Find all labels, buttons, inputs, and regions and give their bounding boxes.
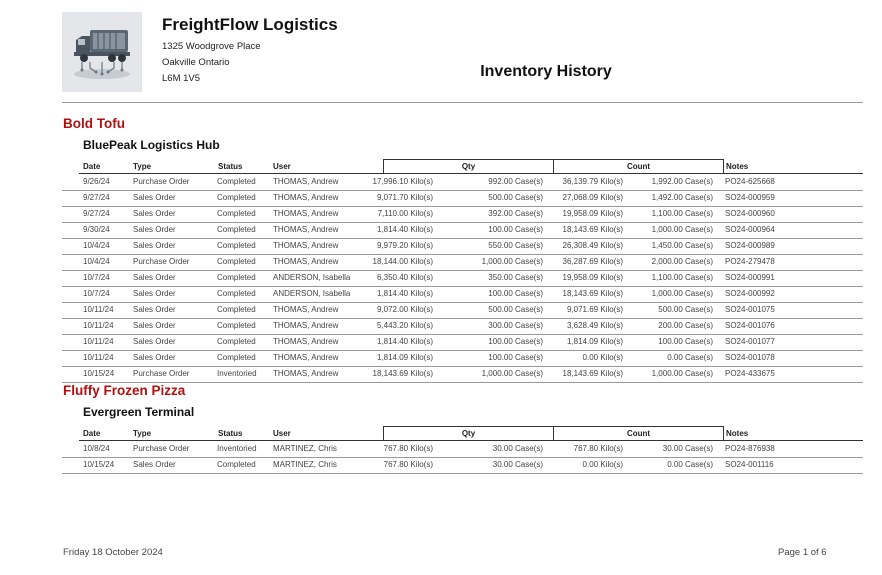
row-status: Completed xyxy=(217,305,256,314)
row-type: Sales Order xyxy=(133,241,176,250)
location-name: BluePeak Logistics Hub xyxy=(83,138,220,152)
row-qty-case: 300.00 Case(s) xyxy=(488,321,543,330)
row-status: Completed xyxy=(217,337,256,346)
row-user: MARTINEZ, Chris xyxy=(273,460,337,469)
row-type: Sales Order xyxy=(133,289,176,298)
column-header-type: Type xyxy=(133,429,152,438)
row-count-case: 1,000.00 Case(s) xyxy=(651,289,713,298)
row-count-case: 30.00 Case(s) xyxy=(662,444,713,453)
row-count-kilo: 0.00 Kilo(s) xyxy=(582,460,623,469)
row-status: Completed xyxy=(217,353,256,362)
row-notes: PO24-876938 xyxy=(725,444,775,453)
row-qty-kilo: 17,996.10 Kilo(s) xyxy=(372,177,433,186)
row-qty-case: 30.00 Case(s) xyxy=(492,444,543,453)
company-address-line3: L6M 1V5 xyxy=(162,73,201,84)
row-qty-case: 100.00 Case(s) xyxy=(488,337,543,346)
row-user: THOMAS, Andrew xyxy=(273,225,339,234)
row-qty-kilo: 9,072.00 Kilo(s) xyxy=(376,305,433,314)
row-user: THOMAS, Andrew xyxy=(273,193,339,202)
row-qty-kilo: 18,143.69 Kilo(s) xyxy=(372,369,433,378)
row-date: 10/11/24 xyxy=(83,353,114,362)
row-type: Purchase Order xyxy=(133,444,190,453)
row-status: Completed xyxy=(217,177,256,186)
truck-logo-icon xyxy=(62,12,142,92)
row-qty-case: 550.00 Case(s) xyxy=(488,241,543,250)
row-date: 10/11/24 xyxy=(83,337,114,346)
table-row xyxy=(62,174,863,191)
row-qty-case: 350.00 Case(s) xyxy=(488,273,543,282)
row-count-kilo: 18,143.69 Kilo(s) xyxy=(562,289,623,298)
row-user: MARTINEZ, Chris xyxy=(273,444,337,453)
column-header-status: Status xyxy=(218,429,243,438)
row-qty-kilo: 6,350.40 Kilo(s) xyxy=(376,273,433,282)
column-header-date: Date xyxy=(83,162,101,171)
location-name: Evergreen Terminal xyxy=(83,405,195,419)
row-notes: PO24-279478 xyxy=(725,257,775,266)
row-qty-case: 392.00 Case(s) xyxy=(488,209,543,218)
column-header-status: Status xyxy=(218,162,243,171)
row-count-case: 1,100.00 Case(s) xyxy=(651,273,713,282)
row-type: Sales Order xyxy=(133,305,176,314)
table-row xyxy=(62,238,863,255)
table-row xyxy=(62,366,863,383)
product-name: Bold Tofu xyxy=(63,116,125,131)
row-date: 10/15/24 xyxy=(83,369,115,378)
table-row xyxy=(62,334,863,351)
row-date: 10/7/24 xyxy=(83,289,110,298)
row-count-case: 0.00 Case(s) xyxy=(667,353,713,362)
row-count-kilo: 1,814.09 Kilo(s) xyxy=(566,337,623,346)
row-status: Completed xyxy=(217,209,256,218)
footer-page-number: Page 1 of 6 xyxy=(778,547,827,558)
row-count-case: 2,000.00 Case(s) xyxy=(651,257,713,266)
row-date: 9/26/24 xyxy=(83,177,110,186)
row-notes: SO24-001116 xyxy=(725,460,774,469)
table-row xyxy=(62,254,863,271)
row-user: THOMAS, Andrew xyxy=(273,241,339,250)
row-status: Completed xyxy=(217,225,256,234)
row-qty-kilo: 18,144.00 Kilo(s) xyxy=(372,257,433,266)
column-header-qty: Qty xyxy=(461,162,476,171)
table-row xyxy=(62,350,863,367)
row-count-kilo: 0.00 Kilo(s) xyxy=(582,353,623,362)
row-user: THOMAS, Andrew xyxy=(273,337,339,346)
row-notes: SO24-000992 xyxy=(725,289,775,298)
column-header-user: User xyxy=(273,162,291,171)
row-status: Inventoried xyxy=(217,444,257,453)
row-qty-kilo: 767.80 Kilo(s) xyxy=(383,444,433,453)
row-date: 9/27/24 xyxy=(83,209,110,218)
row-qty-case: 500.00 Case(s) xyxy=(488,305,543,314)
row-count-kilo: 27,068.09 Kilo(s) xyxy=(562,193,623,202)
column-header-qty: Qty xyxy=(461,429,476,438)
row-date: 10/4/24 xyxy=(83,241,110,250)
row-type: Sales Order xyxy=(133,209,176,218)
row-type: Sales Order xyxy=(133,353,176,362)
row-type: Purchase Order xyxy=(133,257,190,266)
row-notes: SO24-000989 xyxy=(725,241,775,250)
row-user: THOMAS, Andrew xyxy=(273,369,339,378)
row-type: Sales Order xyxy=(133,225,176,234)
row-count-kilo: 19,958.09 Kilo(s) xyxy=(562,273,623,282)
row-qty-kilo: 9,071.70 Kilo(s) xyxy=(376,193,433,202)
row-count-case: 1,000.00 Case(s) xyxy=(651,225,713,234)
row-date: 10/4/24 xyxy=(83,257,110,266)
column-header-count: Count xyxy=(626,162,651,171)
row-notes: SO24-001076 xyxy=(725,321,775,330)
column-header-notes: Notes xyxy=(726,162,749,171)
row-count-kilo: 19,958.09 Kilo(s) xyxy=(562,209,623,218)
row-type: Sales Order xyxy=(133,273,176,282)
row-user: THOMAS, Andrew xyxy=(273,257,339,266)
table-row xyxy=(62,318,863,335)
row-count-case: 0.00 Case(s) xyxy=(667,460,713,469)
row-count-kilo: 26,308.49 Kilo(s) xyxy=(562,241,623,250)
row-qty-case: 500.00 Case(s) xyxy=(488,193,543,202)
row-status: Completed xyxy=(217,289,256,298)
row-date: 10/8/24 xyxy=(83,444,110,453)
row-user: THOMAS, Andrew xyxy=(273,353,339,362)
row-user: THOMAS, Andrew xyxy=(273,305,339,314)
row-notes: PO24-625668 xyxy=(725,177,775,186)
row-user: THOMAS, Andrew xyxy=(273,209,339,218)
table-row xyxy=(62,457,863,474)
row-count-case: 200.00 Case(s) xyxy=(658,321,713,330)
column-header-notes: Notes xyxy=(726,429,749,438)
row-notes: PO24-433675 xyxy=(725,369,775,378)
row-user: THOMAS, Andrew xyxy=(273,321,339,330)
row-notes: SO24-001075 xyxy=(725,305,775,314)
row-qty-kilo: 1,814.40 Kilo(s) xyxy=(376,337,433,346)
row-count-case: 500.00 Case(s) xyxy=(658,305,713,314)
row-qty-case: 30.00 Case(s) xyxy=(492,460,543,469)
row-status: Completed xyxy=(217,241,256,250)
row-status: Completed xyxy=(217,257,256,266)
company-name: FreightFlow Logistics xyxy=(162,15,338,34)
table-row xyxy=(62,190,863,207)
company-address-line2: Oakville Ontario xyxy=(162,57,230,68)
row-type: Sales Order xyxy=(133,460,176,469)
row-notes: SO24-001078 xyxy=(725,353,775,362)
table-row xyxy=(62,286,863,303)
table-row xyxy=(62,302,863,319)
row-status: Completed xyxy=(217,321,256,330)
product-name: Fluffy Frozen Pizza xyxy=(63,383,186,398)
column-header-type: Type xyxy=(133,162,152,171)
row-notes: SO24-000991 xyxy=(725,273,775,282)
row-count-kilo: 18,143.69 Kilo(s) xyxy=(562,225,623,234)
table-row xyxy=(62,222,863,239)
row-notes: SO24-000960 xyxy=(725,209,775,218)
column-header-count: Count xyxy=(626,429,651,438)
row-qty-case: 100.00 Case(s) xyxy=(488,353,543,362)
row-date: 9/27/24 xyxy=(83,193,110,202)
footer-date: Friday 18 October 2024 xyxy=(63,547,163,558)
row-date: 10/7/24 xyxy=(83,273,110,282)
row-qty-kilo: 767.80 Kilo(s) xyxy=(383,460,433,469)
row-qty-kilo: 1,814.40 Kilo(s) xyxy=(376,289,433,298)
row-qty-kilo: 1,814.40 Kilo(s) xyxy=(376,225,433,234)
row-qty-case: 100.00 Case(s) xyxy=(488,289,543,298)
row-count-kilo: 3,628.49 Kilo(s) xyxy=(566,321,623,330)
row-type: Sales Order xyxy=(133,321,176,330)
row-user: ANDERSON, Isabella xyxy=(273,273,351,282)
row-qty-case: 100.00 Case(s) xyxy=(488,225,543,234)
row-qty-kilo: 9,979.20 Kilo(s) xyxy=(376,241,433,250)
row-date: 9/30/24 xyxy=(83,225,110,234)
row-user: THOMAS, Andrew xyxy=(273,177,339,186)
row-count-case: 1,000.00 Case(s) xyxy=(651,369,713,378)
row-user: ANDERSON, Isabella xyxy=(273,289,351,298)
table-row xyxy=(62,206,863,223)
row-type: Sales Order xyxy=(133,193,176,202)
row-count-case: 1,100.00 Case(s) xyxy=(651,209,713,218)
row-status: Inventoried xyxy=(217,369,257,378)
row-count-kilo: 18,143.69 Kilo(s) xyxy=(562,369,623,378)
report-title: Inventory History xyxy=(480,63,612,80)
row-qty-case: 1,000.00 Case(s) xyxy=(481,369,543,378)
header-divider xyxy=(62,102,863,103)
row-notes: SO24-000959 xyxy=(725,193,775,202)
row-status: Completed xyxy=(217,193,256,202)
row-count-case: 100.00 Case(s) xyxy=(658,337,713,346)
row-type: Purchase Order xyxy=(133,369,190,378)
row-count-kilo: 767.80 Kilo(s) xyxy=(573,444,623,453)
row-qty-kilo: 1,814.09 Kilo(s) xyxy=(376,353,433,362)
row-date: 10/11/24 xyxy=(83,321,114,330)
row-qty-kilo: 7,110.00 Kilo(s) xyxy=(377,209,433,218)
row-type: Purchase Order xyxy=(133,177,190,186)
row-qty-kilo: 5,443.20 Kilo(s) xyxy=(376,321,433,330)
row-count-kilo: 36,139.79 Kilo(s) xyxy=(562,177,623,186)
row-count-kilo: 36,287.69 Kilo(s) xyxy=(562,257,623,266)
company-logo xyxy=(62,12,142,92)
table-row xyxy=(62,441,863,458)
row-count-case: 1,450.00 Case(s) xyxy=(651,241,713,250)
row-date: 10/15/24 xyxy=(83,460,115,469)
row-type: Sales Order xyxy=(133,337,176,346)
row-notes: SO24-000964 xyxy=(725,225,775,234)
row-qty-case: 1,000.00 Case(s) xyxy=(481,257,543,266)
column-header-user: User xyxy=(273,429,291,438)
row-count-case: 1,992.00 Case(s) xyxy=(651,177,713,186)
row-qty-case: 992.00 Case(s) xyxy=(488,177,543,186)
row-count-case: 1,492.00 Case(s) xyxy=(651,193,713,202)
column-header-date: Date xyxy=(83,429,101,438)
row-date: 10/11/24 xyxy=(83,305,114,314)
row-status: Completed xyxy=(217,460,256,469)
row-status: Completed xyxy=(217,273,256,282)
row-count-kilo: 9,071.69 Kilo(s) xyxy=(566,305,623,314)
table-row xyxy=(62,270,863,287)
company-address-line1: 1325 Woodgrove Place xyxy=(162,41,261,52)
row-notes: SO24-001077 xyxy=(725,337,775,346)
